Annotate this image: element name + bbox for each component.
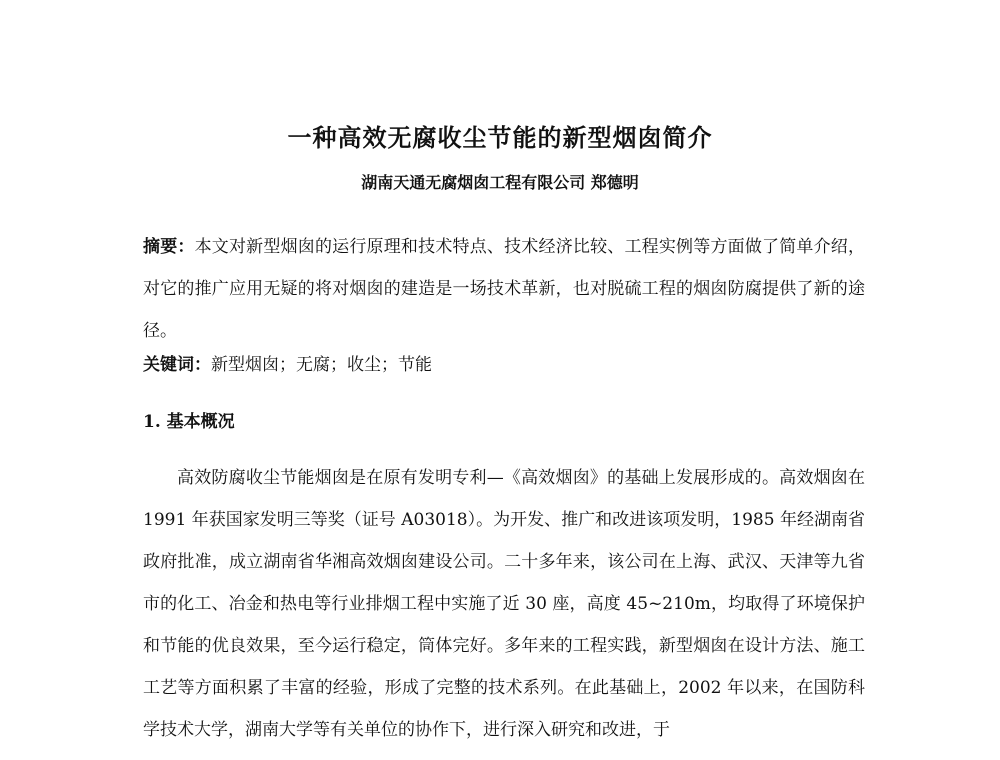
body-paragraph: 高效防腐收尘节能烟囱是在原有发明专利—《高效烟囱》的基础上发展形成的。高效烟囱在 1991 年获国家发明三等奖（证号 A03018）。为开发、推广和改进该项发明，1985 年经湖南省政府批准，成立湖南省华湘高效烟囱建设公司。二十多年来，该公司在上海、武汉、天津等九省市的化工、冶金和热电等行业排烟工程中实施了近 30 座，高度 45~210m，均取得了环境保护和节能的优良效果，至今运行稳定，筒体完好。多年来的工程实践，新型烟囱在设计方法、施工工艺等方面积累了丰富的经验，形成了完整的技术系列。在此基础上，2002 年以来，在国防科学技术大学，湖南大学等有关单位的协作下，进行深入研究和改进，于 — [143, 468, 865, 740]
abstract-text: 本文对新型烟囱的运行原理和技术特点、技术经济比较、工程实例等方面做了简单介绍，对它的推广应用无疑的将对烟囱的建造是一场技术革新，也对脱硫工程的烟囱防腐提供了新的途径。 — [143, 237, 866, 341]
keywords — [143, 347, 865, 383]
abstract-label: 摘要： — [143, 237, 195, 257]
keywords-text: 新型烟囱；无腐；收尘；节能 — [211, 355, 432, 375]
author-line: 湖南天通无腐烟囱工程有限公司 郑德明 — [361, 173, 639, 192]
keywords-label: 关键词： — [143, 355, 211, 375]
abstract — [143, 226, 865, 352]
document-title: 一种高效无腐收尘节能的新型烟囱简介 — [287, 124, 713, 152]
section-heading: 1. 基本概况 — [143, 412, 235, 432]
